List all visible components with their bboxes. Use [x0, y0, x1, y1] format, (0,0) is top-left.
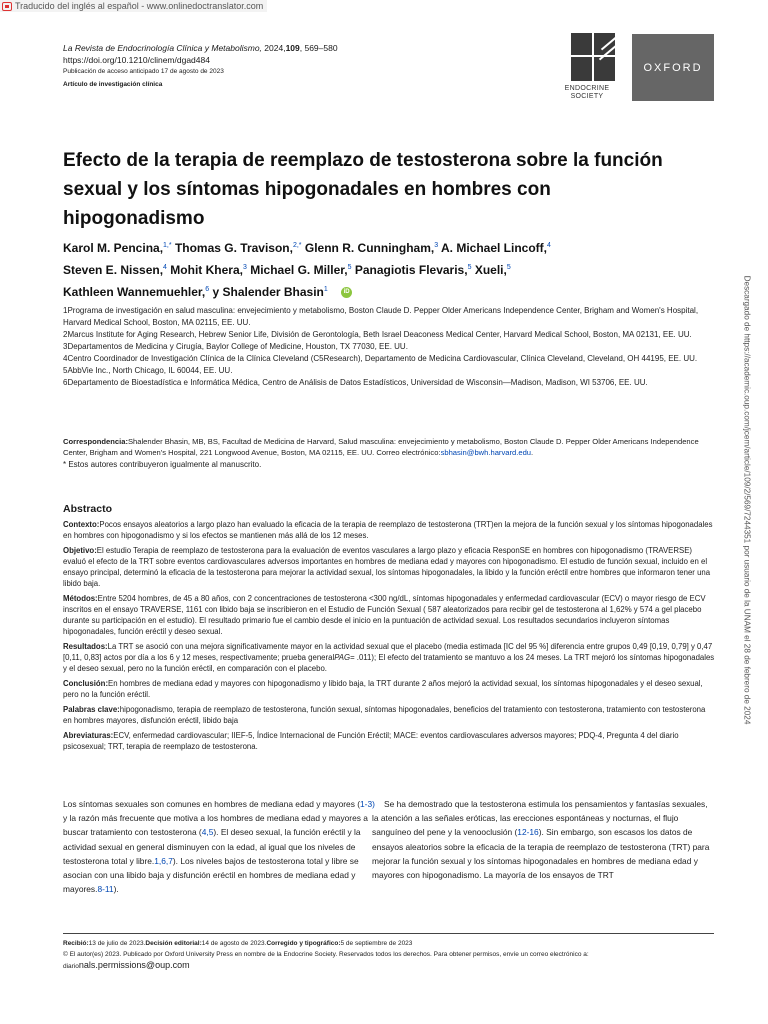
abstract [63, 519, 715, 756]
advance-publication: Publicación de acceso anticipado 17 de agosto de 2023 [63, 68, 224, 75]
abstract-conclusion: Conclusión:En hombres de mediana edad y mayores con hipogonadismo y libido baja, la TRT durante 2 años mejoró la actividad sexual, los síntomas hipogonadales y el deseo sexual, pero no la función eréctil. [63, 679, 703, 699]
affiliation: 5AbbVie Inc., North Chicago, IL 60044, EE. UU. [63, 366, 233, 375]
author[interactable]: Thomas G. Travison, [174, 241, 293, 255]
journal-volume: 109 [285, 43, 300, 53]
abstract-objective: Objetivo:El estudio Terapia de reemplazo de testosterona para la evaluación de eventos vasculares a largo plazo y eficacia ResponSE en hombres con hipogonadismo (TRAVERSE) evaluó el efecto de la TRT sobre eventos cardiovasculares adversos importantes en hombres de mediana edad y mayores con hipogonadismo. El estudio de función sexual, incluido en el ensayo principal, determinó la eficacia de la testosterona para mejorar la actividad sexual, los síntomas hipogonadales, la libido y la función eréctil entre hombres que informaron tener una libido baja. [63, 546, 711, 588]
journal-citation: La Revista de Endocrinología Clínica y Metabolismo, 2024,109, 569–580 [63, 43, 338, 53]
abstract-methods: Métodos:Entre 5204 hombres, de 45 a 80 años, con 2 concentraciones de testosterona <300 ng/dL, síntomas hipogonadales y enfermedad cardiovascular (ECV) o mayor riesgo de ECV inscritos en el ensayo TRAVERSE, 1161 con libido baja se inscribieron en el Estudio de Función Sexual ( 587 aleatorizados para recibir gel de testosterona al 1,62% y 574 a gel placebo durante su participación en el estudio). El resultado primario fue el cambio desde el inicio en la puntuación de actividad sexual. Los resultados secundarios incluyeron síntomas hipogonadales, función eréctil y deseo sexual. [63, 594, 706, 636]
correspondence-email-link[interactable]: sbhasin@bwh.harvard.edu [440, 448, 532, 457]
permissions-email[interactable]: nals.permissions@oup.com [78, 960, 190, 970]
author[interactable]: Panagiotis Flevaris, [354, 263, 468, 277]
author[interactable]: Karol M. Pencina, [63, 241, 164, 255]
journal-name: La Revista de Endocrinología Clínica y Metabolismo, [63, 43, 262, 53]
body-column-right: Se ha demostrado que la testosterona estimula los pensamientos y fantasías sexuales, la atención a las señales eróticas, las erecciones espontáneas y nocturnas, el flujo sanguíneo del pene y la venooclusión (12-16). Sin embargo, son escasos los datos de ensayos aleatorios sobre la eficacia de la terapia de reemplazo de testosterona (TRT) para mejorar la función sexual y los síntomas hipogonadales en hombres de mediana edad y mayores con hipogonadismo. La mayoría de los ensayos de TRT [372, 799, 710, 881]
dates-line: Recibió:13 de julio de 2023.Decisión editorial:14 de agosto de 2023.Corregido y tipográfico:5 de septiembre de 2023 [63, 940, 413, 947]
author[interactable]: Xueli, [474, 263, 507, 277]
endocrine-society-logo: ENDOCRINE SOCIETY [555, 33, 619, 108]
reference-link[interactable]: 12-16 [517, 827, 539, 838]
author[interactable]: Michael G. Miller, [250, 263, 348, 277]
translation-banner[interactable] [0, 0, 267, 12]
author[interactable]: Glenn R. Cunningham, [304, 241, 435, 255]
affiliation: 4Centro Coordinador de Investigación Clínica de la Clínica Cleveland (C5Research), Departamento de Medicina Cardiovascular, Clínica Cleveland, Cleveland, OH 44195, EE. UU. [63, 354, 698, 363]
journal-header [63, 42, 503, 88]
oxford-logo: OXFORD [632, 34, 714, 101]
affiliation: 1Programa de investigación en salud masculina: envejecimiento y metabolismo, Boston Claude D. Pepper Older Americans Independence Center, Brigham and Women's Hospital, Harvard Medical School, Boston, MA 02115, EE. UU. [63, 306, 699, 327]
orcid-icon[interactable]: iD [341, 287, 352, 298]
body-column-left: Los síntomas sexuales son comunes en hombres de mediana edad y mayores (1-3) y la razón más frecuente que motiva a los hombres de mediana edad y mayores a buscar tratamiento con testosterona (4,5). El deseo sexual, la función eréctil y la actividad sexual en general disminuyen con la edad, al igual que los niveles de testosterona total y libre.1,6,7). Los niveles bajos de testosterona total y libre se asocian con una libido baja y disfunción eréctil en hombres de mediana edad y mayores.8-11). [63, 799, 375, 895]
footer-divider [63, 933, 714, 934]
author-list: Karol M. Pencina,$^{1,*}$ Thomas G. Travison,$^{2,*}$ Glenn R. Cunningham,$^3$ A. Michael Lincoff,$^4$ Steven E. Nissen,$^4$ Mohit Khera,$^3$ Michael G. Miller,$^5$ Panagiotis Flevaris,$^5$ Xueli,$^5$ Kathleen Wannemuehler,$^6$ y Shalender Bhasin$^1$ iD [63, 241, 551, 299]
author[interactable]: y Shalender Bhasin [212, 285, 324, 299]
abstract-heading: Abstracto [63, 503, 113, 515]
reference-link[interactable]: 8-11 [97, 884, 114, 895]
correspondence: Correspondencia:Shalender Bhasin, MB, BS, Facultad de Medicina de Harvard, Salud masculina: envejecimiento y metabolismo, Boston Claude D. Pepper Older Americans Independence Center, Brigham and Women's Hospital, 221 Longwood Avenue, Boston, MA 02115, EE. UU. Correo electrónico:sbhasin@bwh.harvard.edu. * Estos autores contribuyeron igualmente al manuscrito. [63, 436, 718, 470]
article-type: Artículo de investigación clínica [63, 81, 163, 88]
reference-link[interactable]: 4,5 [201, 827, 214, 838]
translator-logo-icon [2, 2, 12, 11]
equal-contribution-note: * Estos autores contribuyeron igualmente al manuscrito. [63, 460, 262, 469]
affiliation: 6Departamento de Bioestadística e Informática Médica, Centro de Análisis de Datos Estadísticos, Universidad de Wisconsin—Madison, Madison, WI 53706, EE. UU. [63, 378, 648, 387]
abstract-context: Contexto:Pocos ensayos aleatorios a largo plazo han evaluado la eficacia de la terapia de reemplazo de testosterona (TRT)en la mejora de la función sexual y los síntomas hipogonadales en hombres con hipogonadismo y si los efectos se mantienen más allá de los 12 meses. [63, 520, 713, 540]
doi-link[interactable]: https://doi.org/10.1210/clinem/dgad484 [63, 55, 210, 65]
reference-link[interactable]: 1-3) [360, 799, 375, 809]
abstract-results: Resultados:La TRT se asoció con una mejora significativamente mayor en la actividad sexual que el placebo (media estimada [IC del 95 %] diferencia entre grupos 0,49 [0,19, 0,79] y 0,47 [0,11, 0,83] actos por día a los 6 y 12 meses, respectivamente; prueba generalPAG= .011); El efecto del tratamiento se mantuvo a los 24 meses. La TRT mejoró los síntomas hipogonadales y el deseo sexual, pero no la función eréctil, en comparación con el placebo. [63, 642, 715, 673]
abstract-keywords: Palabras clave:hipogonadismo, terapia de reemplazo de testosterona, función sexual, síntomas hipogonadales, beneficios del tratamiento con testosterona, tratamiento con testosterona en hombres mayores, disfunción eréctil, libido baja [63, 705, 706, 725]
article-title: Efecto de la terapia de reemplazo de testosterona sobre la función sexual y los síntomas hipogonadales en hombres con hipogonadismo [63, 150, 663, 229]
affiliation: 3Departamentos de Medicina y Cirugía, Baylor College of Medicine, Houston, TX 77030, EE. UU. [63, 342, 408, 351]
affiliations [63, 305, 718, 389]
reference-link[interactable]: 1,6,7 [154, 855, 173, 866]
correspondence-label: Correspondencia: [63, 437, 128, 446]
author[interactable]: Mohit Khera, [170, 263, 243, 277]
abstract-abbreviations: Abreviaturas:ECV, enfermedad cardiovascular; IIEF-5, Índice Internacional de Función Eréctil; MACE: eventos cardiovasculares adversos mayores; PDQ-4, Pregunta 4 del diario psicosexual; TRT, terapia de reemplazo de testosterona. [63, 731, 679, 751]
translation-banner-text[interactable]: Traducido del inglés al español - www.onlinedoctranslator.com [15, 1, 264, 11]
author[interactable]: Steven E. Nissen, [63, 263, 164, 277]
download-notice: Descargado de https://academic.oup.com/jcem/article/109/2/569/7244351 por usuario de la UNAM el 28 de febrero de 2024 [742, 275, 752, 725]
author[interactable]: Kathleen Wannemuehler, [63, 285, 206, 299]
article-footer: Recibió:13 de julio de 2023.Decisión editorial:14 de agosto de 2023.Corregido y tipográfico:5 de septiembre de 2023 © El autor(es) 2023. Publicado por Oxford University Press en nombre de la Endocrine Society. Reservados todos los derechos. Para obtener permisos, envíe un correo electrónico a: diarionals.permissions@oup.com [63, 938, 714, 972]
author[interactable]: A. Michael Lincoff, [441, 241, 548, 255]
copyright-notice: © El autor(es) 2023. Publicado por Oxford University Press en nombre de la Endocrine Society. Reservados todos los derechos. Para obtener permisos, envíe un correo electrónico a: [63, 951, 589, 958]
affiliation: 2Marcus Institute for Aging Research, Hebrew Senior Life, División de Gerontología, Beth Israel Deaconess Medical Center, Harvard Medical School, Boston, MA 02131, EE. UU. [63, 330, 692, 339]
correspondence-text: Shalender Bhasin, MB, BS, Facultad de Medicina de Harvard, Salud masculina: envejecimiento y metabolismo, Boston Claude D. Pepper Older Americans Independence Center, Brigham and Women's Hospital, 221 Longwood Avenue, Boston, MA 02115, EE. UU. Correo electrónico: [63, 437, 699, 457]
society-mark-icon [571, 33, 615, 81]
